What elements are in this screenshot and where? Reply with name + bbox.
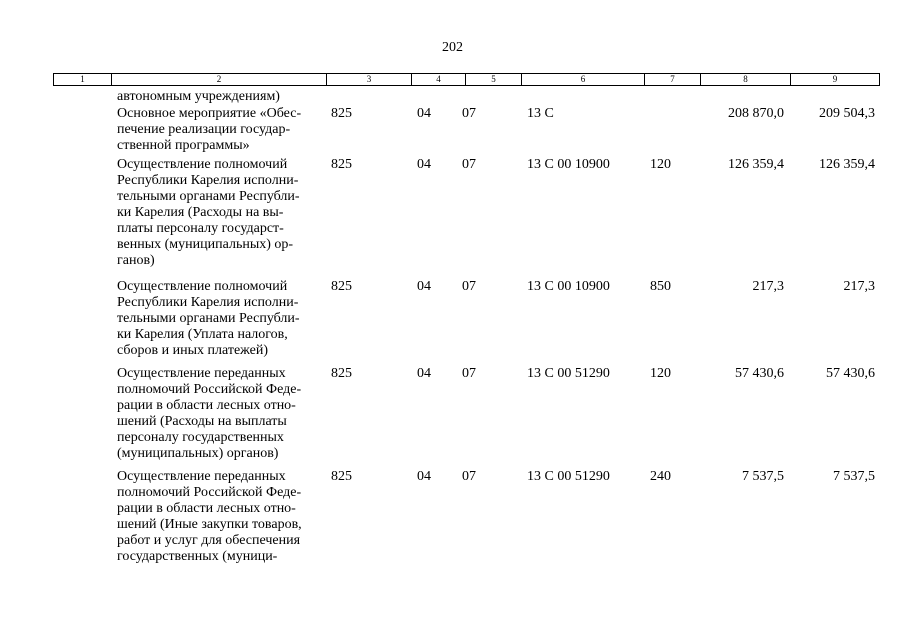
header-col-4: 4 (436, 74, 441, 84)
row-code-subsection: 07 (462, 366, 476, 381)
row-amount-2: 217,3 (843, 279, 875, 294)
header-col-7: 7 (670, 74, 675, 84)
row-code-ministry: 825 (331, 469, 352, 484)
row-code-subsection: 07 (462, 157, 476, 172)
row-code-ministry: 825 (331, 157, 352, 172)
row-code-subsection: 07 (462, 106, 476, 121)
row-code-ministry: 825 (331, 279, 352, 294)
row-code-section: 04 (417, 366, 431, 381)
header-col-1: 1 (80, 74, 85, 84)
row-description: Осуществление переданных полномочий Российской Феде- рации в области лесных отно- шений (Иные закупки товаров, работ и услуг для обеспечения государственных (муници- (117, 469, 302, 564)
table-header (53, 73, 880, 86)
row-amount-1: 7 537,5 (742, 469, 784, 484)
header-col-3: 3 (366, 74, 372, 84)
row-description: Основное мероприятие «Обес- печение реализации государ- ственной программы» (117, 106, 302, 153)
row-code-expense-type: 850 (650, 279, 671, 294)
row-description: автономным учреждениям) (117, 89, 280, 104)
row-code-target: 13 С 00 51290 (527, 469, 610, 484)
row-code-section: 04 (417, 469, 431, 484)
header-col-9: 9 (832, 74, 838, 84)
row-code-ministry: 825 (331, 366, 352, 381)
row-amount-1: 217,3 (752, 279, 784, 294)
header-col-6: 6 (580, 74, 586, 84)
row-description: Осуществление полномочий Республики Карелия исполни- тельными органами Республи- ки Карелия (Уплата налогов, сборов и иных платежей) (117, 279, 300, 358)
row-code-target: 13 С 00 10900 (527, 157, 610, 172)
row-amount-1: 57 430,6 (735, 366, 784, 381)
row-description: Осуществление полномочий Республики Карелия исполни- тельными органами Республи- ки Карелия (Расходы на вы- платы персоналу государст- венных (муниципальных) ор- ганов) (117, 157, 300, 268)
row-amount-1: 126 359,4 (728, 157, 784, 172)
row-amount-2: 57 430,6 (826, 366, 875, 381)
row-code-target: 13 С (527, 106, 554, 121)
row-amount-2: 209 504,3 (819, 106, 875, 121)
row-code-subsection: 07 (462, 279, 476, 294)
page-number: 202 (442, 40, 463, 55)
row-code-expense-type: 120 (650, 157, 671, 172)
row-description: Осуществление переданных полномочий Российской Феде- рации в области лесных отно- шений (Расходы на выплаты персоналу государственных (муниципальных) органов) (117, 366, 302, 461)
row-code-expense-type: 120 (650, 366, 671, 381)
header-col-8: 8 (743, 74, 748, 84)
row-code-expense-type: 240 (650, 469, 671, 484)
row-code-target: 13 С 00 10900 (527, 279, 610, 294)
header-col-2: 2 (216, 74, 222, 84)
row-amount-2: 7 537,5 (833, 469, 875, 484)
row-code-section: 04 (417, 106, 431, 121)
header-col-5: 5 (491, 74, 496, 84)
row-code-target: 13 С 00 51290 (527, 366, 610, 381)
row-code-section: 04 (417, 279, 431, 294)
row-code-section: 04 (417, 157, 431, 172)
row-amount-2: 126 359,4 (819, 157, 875, 172)
row-code-subsection: 07 (462, 469, 476, 484)
row-code-ministry: 825 (331, 106, 352, 121)
row-amount-1: 208 870,0 (728, 106, 784, 121)
